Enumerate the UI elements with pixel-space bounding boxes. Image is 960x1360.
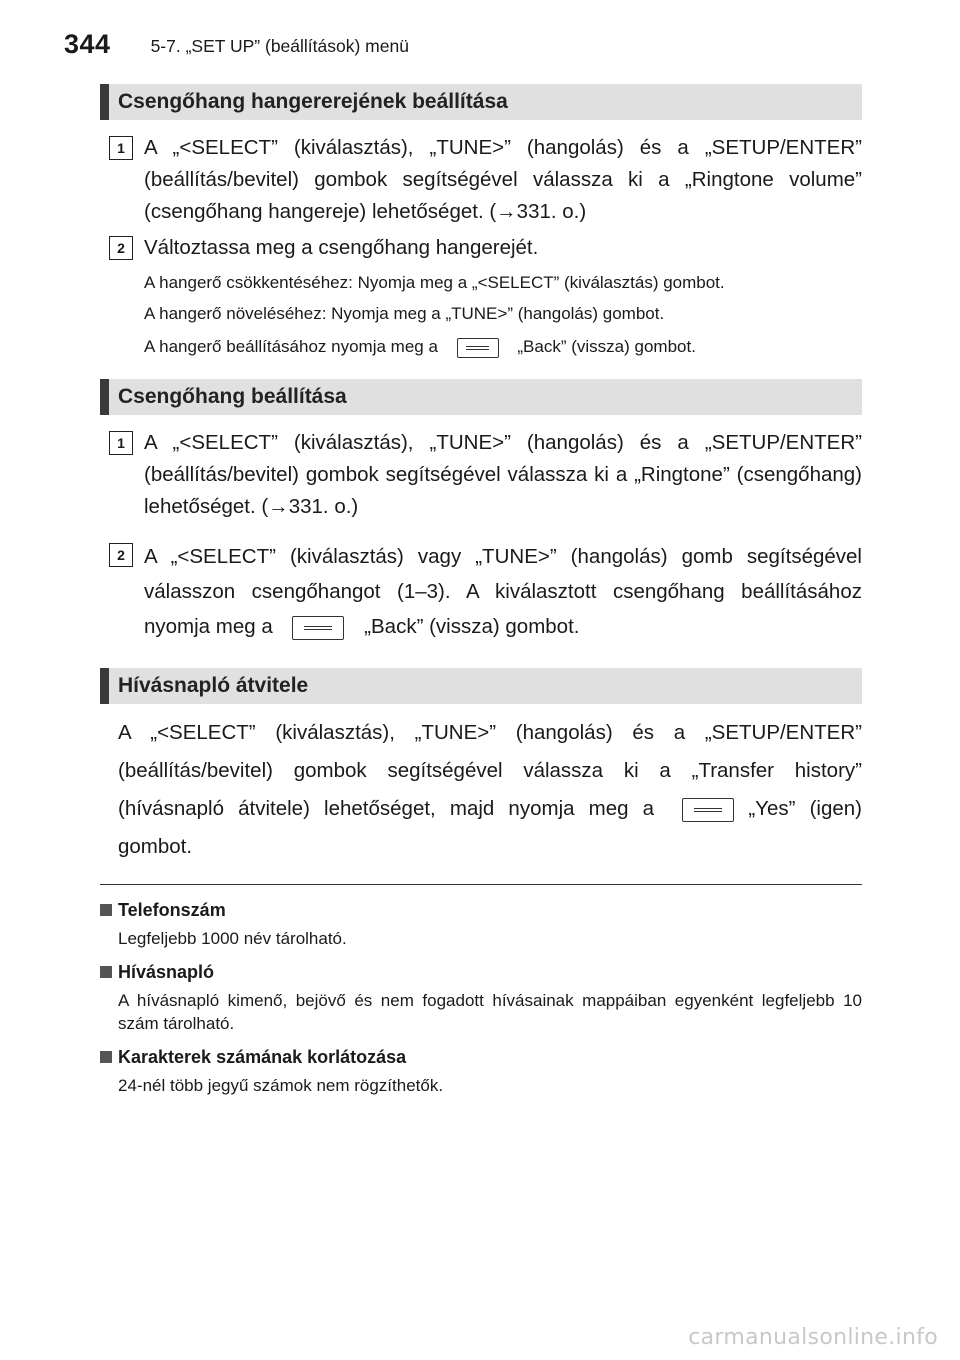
step-text: A „<SELECT” (kiválasztás), „TUNE>” (hangolás) és a „SETUP/ENTER” (beállítás/bevitel) gombok segítségével válassza ki a „Ringtone volume” (csengőhang hangereje) lehetőséget. (→331. o.) (144, 136, 862, 223)
paragraph-text: A „<SELECT” (kiválasztás), „TUNE>” (hangolás) és a „SETUP/ENTER” (beállítás/bevitel) gombok segítségével válassza ki a „Transfer history” (hívásnapló átvitele) lehetőséget, majd nyomja meg a (118, 721, 862, 820)
step-text: A „<SELECT” (kiválasztás), „TUNE>” (hangolás) és a „SETUP/ENTER” (beállítás/bevitel) gombok segítségével válassza ki a „Ringtone” (csengőhang) lehetőséget. (→331. o.) (144, 431, 862, 518)
section-reference: 5-7. „SET UP” (beállítások) menü (150, 35, 409, 56)
step-number-badge: 2 (109, 236, 133, 260)
divider (100, 884, 862, 885)
page-content (100, 84, 862, 1097)
step-2 (100, 232, 862, 264)
info-title-phone-number: Telefonszám (100, 898, 862, 922)
note-volume-up: A hangerő növeléséhez: Nyomja meg a „TUNE>” (hangolás) gombot. (144, 304, 665, 323)
note-volume-down: A hangerő csökkentéséhez: Nyomja meg a „<SELECT” (kiválasztás) gombot. (144, 273, 725, 292)
back-button-icon (457, 338, 499, 358)
transfer-instructions (100, 714, 862, 866)
step-text: A „<SELECT” (kiválasztás) vagy „TUNE>” (hangolás) gomb segítségével válasszon csengőhangot (1–3). A kiválasztott csengőhang beállításához nyomja meg a (144, 545, 862, 638)
step-1 (100, 427, 862, 523)
step-1 (100, 132, 862, 228)
step-number-badge: 1 (109, 431, 133, 455)
page-number: 344 (64, 29, 111, 59)
page-header (64, 26, 409, 58)
note-text: „Back” (vissza) gombot. (517, 337, 696, 356)
step-text: Változtassa meg a csengőhang hangerejét. (144, 236, 539, 259)
info-body: A hívásnapló kimenő, bejövő és nem fogadott hívásainak mappáiban egyenként legfeljebb 10 szám tárolható. (118, 991, 862, 1033)
note-back (100, 336, 862, 358)
yes-button-icon (682, 798, 734, 822)
info-body: 24-nél több jegyű számok nem rögzíthetők. (118, 1076, 444, 1095)
section-title-ringtone: Csengőhang beállítása (100, 379, 862, 415)
info-body: Legfeljebb 1000 név tárolható. (118, 929, 347, 948)
step-number-badge: 1 (109, 136, 133, 160)
step-text: „Back” (vissza) gombot. (364, 615, 580, 638)
step-2 (100, 539, 862, 644)
section-title-call-history-transfer: Hívásnapló átvitele (100, 668, 862, 704)
step-number-badge: 2 (109, 543, 133, 567)
note-text: A hangerő beállításához nyomja meg a (144, 337, 438, 356)
section-title-ringtone-volume: Csengőhang hangererejének beállítása (100, 84, 862, 120)
info-title-character-limit: Karakterek számának korlátozása (100, 1045, 862, 1069)
info-title-call-history: Hívásnapló (100, 960, 862, 984)
paragraph-text: „Yes” (igen) gombot. (118, 797, 863, 858)
back-button-icon (292, 616, 344, 640)
watermark: carmanualsonline.info (688, 1325, 938, 1350)
